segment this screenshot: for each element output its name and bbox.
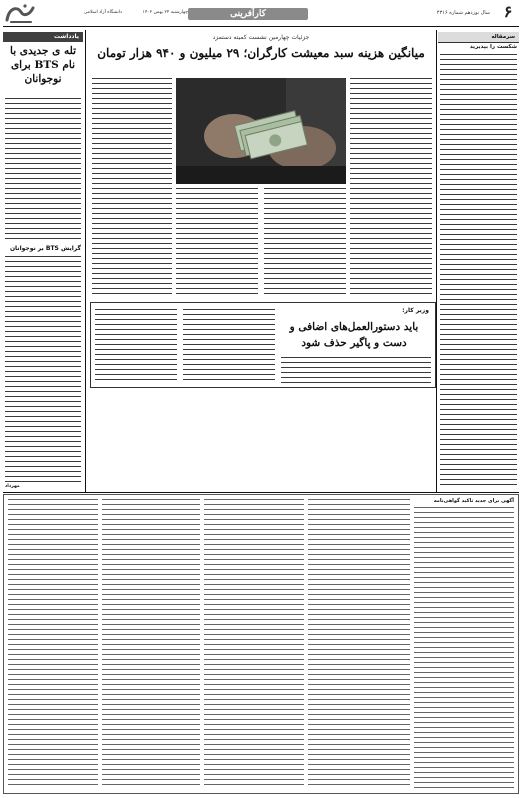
left-column-label-bar	[3, 32, 83, 42]
left-column-subtitle: گرایش BTS بر نوجوانان	[9, 245, 81, 252]
minister-article	[90, 302, 436, 388]
masthead	[0, 0, 522, 30]
right-column-label: سرمقاله	[491, 34, 515, 40]
left-column-body-2	[5, 256, 81, 484]
minister-article-col-1	[95, 309, 177, 383]
main-article-col-3	[176, 188, 258, 298]
minister-article-kicker: وزیر کار:	[402, 307, 429, 314]
left-column	[3, 30, 83, 490]
main-article-headline: میانگین هزینه سبد معیشت کارگران؛ ۲۹ میلیون و ۹۴۰ هزار تومان	[97, 46, 425, 60]
date-line: چهارشنبه ۲۴ بهمن ۱۴۰۲	[142, 10, 188, 15]
main-article	[88, 30, 434, 302]
minister-article-headline: باید دستورالعمل‌های اضافی و دست و پاگیر حذف شود	[289, 321, 419, 349]
ads-title: آگهی برای جدید تاکید گواهی‌نامه	[433, 498, 514, 504]
ads-col-1	[414, 507, 514, 789]
ads-col-2	[308, 499, 410, 789]
ads-col-3	[204, 499, 304, 789]
right-column	[438, 30, 519, 490]
publication-logo	[3, 2, 37, 26]
page-number: ۶	[503, 2, 513, 21]
main-article-kicker: جزئیات چهارمین نشست کمیته دستمزد	[212, 34, 310, 41]
section-title: کارآفرینی	[230, 9, 266, 19]
ads-col-5	[8, 499, 98, 789]
left-column-closing: مهرداد	[5, 484, 20, 489]
left-divider	[85, 30, 86, 492]
masthead-rule	[3, 26, 519, 27]
ads-col-4	[102, 499, 200, 789]
left-column-label: یادداشت	[54, 33, 79, 40]
main-article-col-4	[264, 188, 346, 298]
right-column-title: شکست را بپذیرید	[469, 44, 517, 50]
left-column-title: تله ی جدیدی با نام BTS برای نوجوانان	[10, 45, 76, 85]
article-photo	[176, 78, 346, 184]
ads-section	[3, 494, 519, 794]
minister-article-col-2	[183, 309, 275, 383]
right-column-label-bar	[438, 32, 519, 43]
right-column-body	[440, 54, 517, 486]
publisher-line: دانشگاه آزاد اسلامی	[83, 10, 122, 15]
money-hands-photo	[176, 78, 346, 184]
section-title-box	[188, 8, 308, 20]
right-divider	[436, 30, 437, 492]
logo-mark-icon	[3, 2, 37, 26]
issue-info: سال نوزدهم شماره ۴۳۱۶	[436, 10, 490, 16]
ads-top-rule	[3, 492, 519, 493]
main-article-col-2	[350, 78, 432, 298]
minister-article-col-3	[281, 357, 431, 383]
main-article-col-1	[92, 78, 172, 298]
left-column-body	[5, 98, 81, 243]
